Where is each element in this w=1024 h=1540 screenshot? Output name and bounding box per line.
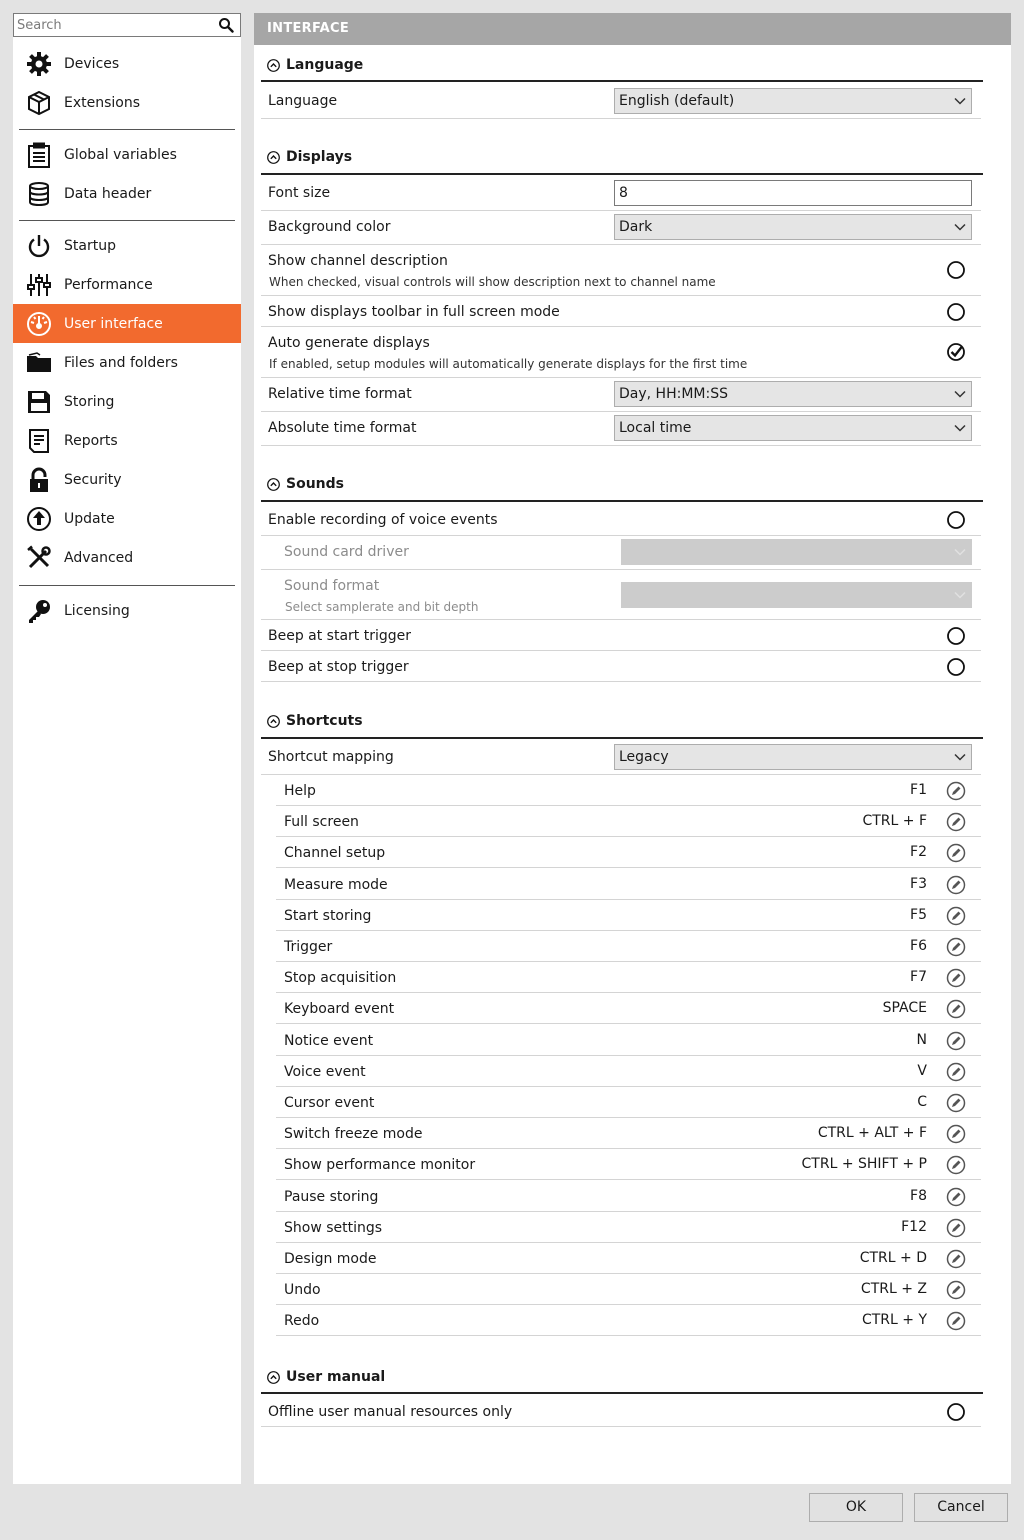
sidebar-item-licensing[interactable] <box>13 591 241 630</box>
section-shortcuts-toggle[interactable] <box>267 709 363 733</box>
beep-start-trigger-checkbox[interactable] <box>946 626 966 646</box>
enable-voice-events-checkbox[interactable] <box>946 510 966 530</box>
search-box[interactable] <box>13 13 241 37</box>
shortcut-mapping-label: Shortcut mapping <box>268 749 394 765</box>
show-channel-description-label: Show channel description <box>268 253 448 269</box>
row-divider <box>276 1117 981 1118</box>
clipboard-icon <box>25 141 53 169</box>
row-divider <box>261 535 981 536</box>
edit-shortcut-icon[interactable] <box>946 999 966 1019</box>
shortcut-name: Trigger <box>284 939 333 955</box>
show-channel-description-checkbox[interactable] <box>946 260 966 280</box>
row-divider <box>261 650 981 651</box>
show-channel-description-hint: When checked, visual controls will show description next to channel name <box>269 275 716 289</box>
key-icon <box>25 597 53 625</box>
row-divider <box>261 326 981 327</box>
row-divider <box>276 992 981 993</box>
sidebar-item-label: Security <box>64 471 122 488</box>
sidebar-item-label: Global variables <box>64 146 177 163</box>
shortcut-name: Measure mode <box>284 877 388 893</box>
shortcut-name: Keyboard event <box>284 1001 395 1017</box>
beep-start-trigger-label: Beep at start trigger <box>268 628 412 644</box>
language-value: English (default) <box>619 93 735 109</box>
section-displays-toggle[interactable] <box>267 145 352 169</box>
edit-shortcut-icon[interactable] <box>946 937 966 957</box>
sound-format-select <box>621 582 972 608</box>
chevron-down-icon <box>954 423 966 433</box>
auto-generate-displays-label: Auto generate displays <box>268 335 430 351</box>
sidebar-item-extensions[interactable] <box>13 83 241 122</box>
relative-time-format-label: Relative time format <box>268 386 412 402</box>
section-user-manual-toggle[interactable] <box>267 1365 385 1389</box>
font-size-input[interactable]: 8 <box>614 180 972 206</box>
shortcut-name: Help <box>284 783 316 799</box>
shortcut-name: Start storing <box>284 908 372 924</box>
database-icon <box>25 180 53 208</box>
chevron-down-icon <box>954 547 966 557</box>
row-divider <box>261 569 981 570</box>
edit-shortcut-icon[interactable] <box>946 843 966 863</box>
sidebar-item-label: Devices <box>64 55 120 72</box>
row-divider <box>276 1335 981 1336</box>
show-displays-toolbar-checkbox[interactable] <box>946 302 966 322</box>
row-divider <box>276 899 981 900</box>
row-divider <box>276 1148 981 1149</box>
shortcut-name: Cursor event <box>284 1095 375 1111</box>
sidebar-item-data-header[interactable] <box>13 174 241 213</box>
cube-icon <box>25 89 53 117</box>
panel-header: INTERFACE <box>254 13 1011 45</box>
language-select[interactable] <box>614 88 972 114</box>
beep-stop-trigger-label: Beep at stop trigger <box>268 659 409 675</box>
sidebar-item-files-and-folders[interactable] <box>13 343 241 382</box>
chevron-up-icon <box>267 1371 280 1384</box>
section-title: Sounds <box>286 476 344 492</box>
auto-generate-displays-hint: If enabled, setup modules will automatically generate displays for the first time <box>269 357 748 371</box>
enable-voice-events-label: Enable recording of voice events <box>268 512 498 528</box>
sidebar-item-label: Storing <box>64 393 115 410</box>
chevron-up-icon <box>267 715 280 728</box>
shortcut-name: Show performance monitor <box>284 1157 476 1173</box>
sidebar-item-reports[interactable] <box>13 421 241 460</box>
chevron-down-icon <box>954 222 966 232</box>
edit-shortcut-icon[interactable] <box>946 906 966 926</box>
row-divider <box>276 1086 981 1087</box>
row-divider <box>261 295 981 296</box>
shortcut-key: CTRL + SHIFT + P <box>801 1156 927 1172</box>
section-divider <box>261 173 983 175</box>
shortcut-name: Stop acquisition <box>284 970 397 986</box>
background-color-label: Background color <box>268 219 391 235</box>
shortcut-key: F12 <box>901 1219 927 1235</box>
row-divider <box>261 1426 981 1427</box>
sidebar-item-performance[interactable] <box>13 265 241 304</box>
folder-icon <box>25 349 53 377</box>
shortcut-name: Design mode <box>284 1251 377 1267</box>
section-title: User manual <box>286 1369 386 1385</box>
edit-shortcut-icon[interactable] <box>946 1155 966 1175</box>
chevron-down-icon <box>954 752 966 762</box>
font-size-label: Font size <box>268 185 331 201</box>
offline-manual-checkbox[interactable] <box>946 1402 966 1422</box>
sidebar-item-advanced[interactable] <box>13 538 241 577</box>
sidebar-item-label: Advanced <box>64 549 134 566</box>
shortcut-key: V <box>917 1063 927 1079</box>
floppy-icon <box>25 388 53 416</box>
edit-shortcut-icon[interactable] <box>946 875 966 895</box>
report-icon <box>25 427 53 455</box>
shortcut-name: Voice event <box>284 1064 366 1080</box>
edit-shortcut-icon[interactable] <box>946 1249 966 1269</box>
row-divider <box>276 1242 981 1243</box>
chevron-down-icon <box>954 590 966 600</box>
absolute-time-format-select[interactable] <box>614 415 972 441</box>
edit-shortcut-icon[interactable] <box>946 1031 966 1051</box>
row-divider <box>261 210 981 211</box>
section-divider <box>261 500 983 502</box>
sidebar-item-update[interactable] <box>13 499 241 538</box>
row-divider <box>261 445 981 446</box>
section-title: Displays <box>286 149 353 165</box>
sidebar-item-label: Licensing <box>64 602 130 619</box>
row-divider <box>276 1055 981 1056</box>
background-color-value: Dark <box>619 219 653 235</box>
edit-shortcut-icon[interactable] <box>946 1187 966 1207</box>
row-divider <box>276 1179 981 1180</box>
sidebar-item-label: Startup <box>64 237 116 254</box>
shortcut-key: CTRL + Y <box>861 1312 927 1328</box>
sidebar-divider <box>19 585 235 586</box>
row-divider <box>261 118 981 119</box>
shortcut-name: Switch freeze mode <box>284 1126 423 1142</box>
shortcut-key: F5 <box>910 907 927 923</box>
section-language-toggle[interactable] <box>267 53 363 77</box>
sidebar-item-security[interactable] <box>13 460 241 499</box>
shortcut-key: CTRL + D <box>859 1250 927 1266</box>
power-icon <box>25 232 53 260</box>
section-divider <box>261 80 983 82</box>
sidebar-divider <box>19 220 235 221</box>
row-divider <box>261 377 981 378</box>
shortcut-mapping-select[interactable] <box>614 744 972 770</box>
shortcut-name: Notice event <box>284 1033 374 1049</box>
cancel-button[interactable]: Cancel <box>914 1493 1008 1522</box>
settings-panel <box>254 13 1011 1484</box>
gear-icon <box>25 50 53 78</box>
sidebar-item-devices[interactable] <box>13 44 241 83</box>
section-sounds-toggle[interactable] <box>267 472 344 496</box>
row-divider <box>276 930 981 931</box>
shortcut-key: F2 <box>910 844 927 860</box>
sidebar-item-startup[interactable] <box>13 226 241 265</box>
shortcut-key: CTRL + F <box>862 813 927 829</box>
show-displays-toolbar-label: Show displays toolbar in full screen mode <box>268 304 560 320</box>
row-divider <box>261 411 981 412</box>
edit-shortcut-icon[interactable] <box>946 1280 966 1300</box>
row-divider <box>276 1304 981 1305</box>
offline-manual-label: Offline user manual resources only <box>268 1404 513 1420</box>
language-label: Language <box>268 93 338 109</box>
edit-shortcut-icon[interactable] <box>946 1311 966 1331</box>
gauge-icon <box>25 310 53 338</box>
upload-icon <box>25 505 53 533</box>
row-divider <box>276 1273 981 1274</box>
beep-stop-trigger-checkbox[interactable] <box>946 657 966 677</box>
chevron-down-icon <box>954 389 966 399</box>
edit-shortcut-icon[interactable] <box>946 1124 966 1144</box>
chevron-down-icon <box>954 96 966 106</box>
shortcut-name: Undo <box>284 1282 321 1298</box>
chevron-up-icon <box>267 59 280 72</box>
row-divider <box>276 1211 981 1212</box>
sidebar-item-label: Performance <box>64 276 153 293</box>
relative-time-format-select[interactable] <box>614 381 972 407</box>
shortcut-key: N <box>916 1032 927 1048</box>
row-divider <box>261 774 981 775</box>
sliders-icon <box>25 271 53 299</box>
row-divider <box>276 1023 981 1024</box>
shortcut-name: Pause storing <box>284 1189 379 1205</box>
section-divider <box>261 737 983 739</box>
shortcut-mapping-value: Legacy <box>619 749 669 765</box>
chevron-up-icon <box>267 478 280 491</box>
sidebar <box>13 13 241 1484</box>
row-divider <box>261 244 981 245</box>
section-title: Shortcuts <box>286 713 363 729</box>
row-divider <box>276 805 981 806</box>
shortcut-name: Channel setup <box>284 845 386 861</box>
absolute-time-format-value: Local time <box>619 420 692 436</box>
edit-shortcut-icon[interactable] <box>946 1093 966 1113</box>
row-divider <box>261 619 981 620</box>
sidebar-item-label: User interface <box>64 315 163 332</box>
auto-generate-displays-checkbox[interactable] <box>946 342 966 362</box>
relative-time-format-value: Day, HH:MM:SS <box>619 386 728 402</box>
shortcut-key: F6 <box>910 938 927 954</box>
edit-shortcut-icon[interactable] <box>946 812 966 832</box>
shortcut-key: F8 <box>910 1188 927 1204</box>
shortcut-name: Show settings <box>284 1220 383 1236</box>
sidebar-item-label: Data header <box>64 185 152 202</box>
section-title: Language <box>286 57 364 73</box>
sound-card-driver-select <box>621 539 972 565</box>
search-icon[interactable] <box>218 17 234 33</box>
ok-button[interactable]: OK <box>809 1493 903 1522</box>
sound-format-label: Sound format <box>284 578 380 594</box>
background-color-select[interactable] <box>614 214 972 240</box>
row-divider <box>261 681 981 682</box>
edit-shortcut-icon[interactable] <box>946 968 966 988</box>
shortcut-key: F3 <box>910 876 927 892</box>
edit-shortcut-icon[interactable] <box>946 781 966 801</box>
sound-card-driver-label: Sound card driver <box>284 544 409 560</box>
sidebar-item-label: Extensions <box>64 94 141 111</box>
row-divider <box>276 961 981 962</box>
sidebar-item-global-variables[interactable] <box>13 135 241 174</box>
row-divider <box>276 867 981 868</box>
shortcut-key: CTRL + ALT + F <box>817 1125 927 1141</box>
sidebar-item-label: Reports <box>64 432 118 449</box>
absolute-time-format-label: Absolute time format <box>268 420 417 436</box>
tools-icon <box>25 544 53 572</box>
shortcut-key: F7 <box>910 969 927 985</box>
shortcut-key: CTRL + Z <box>860 1281 927 1297</box>
lock-icon <box>25 466 53 494</box>
edit-shortcut-icon[interactable] <box>946 1218 966 1238</box>
chevron-up-icon <box>267 151 280 164</box>
row-divider <box>276 836 981 837</box>
sidebar-item-label: Files and folders <box>64 354 178 371</box>
search-input[interactable] <box>17 15 207 35</box>
sidebar-divider <box>19 129 235 130</box>
sidebar-item-user-interface[interactable] <box>13 304 241 343</box>
shortcut-name: Redo <box>284 1313 320 1329</box>
sidebar-item-label: Update <box>64 510 115 527</box>
sidebar-item-storing[interactable] <box>13 382 241 421</box>
section-divider <box>261 1392 983 1394</box>
edit-shortcut-icon[interactable] <box>946 1062 966 1082</box>
sound-format-hint: Select samplerate and bit depth <box>285 600 479 614</box>
shortcut-name: Full screen <box>284 814 359 830</box>
shortcut-key: C <box>917 1094 927 1110</box>
shortcut-key: F1 <box>910 782 927 798</box>
shortcut-key: SPACE <box>882 1000 927 1016</box>
